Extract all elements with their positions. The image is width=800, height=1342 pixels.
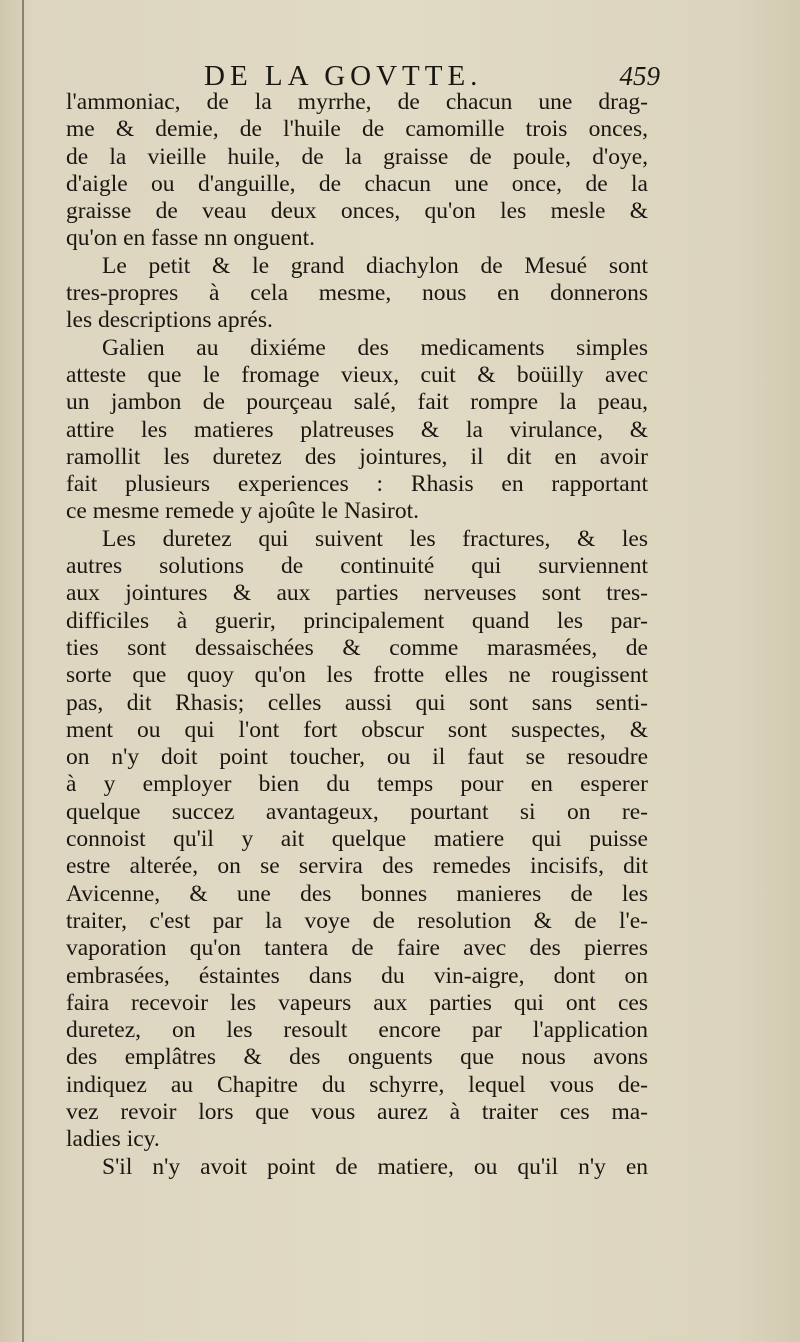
text-line: on n'y doit point toucher, ou il faut se resoudre bbox=[66, 744, 648, 771]
text-line: attire les matieres platreuses & la virulance, & bbox=[66, 416, 648, 443]
text-line: difficiles à guerir, principalement quand les par- bbox=[66, 607, 648, 634]
running-title: DE LA GOVTTE. bbox=[204, 60, 483, 92]
text-line: qu'on en fasse nn onguent. bbox=[66, 225, 315, 252]
text-line: duretez, on les resoult encore par l'application bbox=[66, 1017, 648, 1044]
text-line: d'aigle ou d'anguille, de chacun une once, de la bbox=[66, 170, 648, 197]
text-line: tres-propres à cela mesme, nous en donnerons bbox=[66, 280, 648, 307]
text-line: faira recevoir les vapeurs aux parties qui ont ces bbox=[66, 989, 648, 1016]
text-line: de la vieille huile, de la graisse de poule, d'oye, bbox=[66, 143, 648, 170]
text-line: des emplâtres & des onguents que nous avons bbox=[66, 1044, 648, 1071]
text-line: embrasées, éstaintes dans du vin-aigre, dont on bbox=[66, 962, 648, 989]
text-line: S'il n'y avoit point de matiere, ou qu'il n'y en bbox=[102, 1153, 648, 1180]
text-line: fait plusieurs experiences : Rhasis en rapportant bbox=[66, 471, 648, 498]
text-line: ramollit les duretez des jointures, il dit en avoir bbox=[66, 443, 648, 470]
text-line: aux jointures & aux parties nerveuses sont tres- bbox=[66, 580, 648, 607]
text-line: graisse de veau deux onces, qu'on les mesle & bbox=[66, 198, 648, 225]
text-line: vaporation qu'on tantera de faire avec des pierres bbox=[66, 935, 648, 962]
page-number: 459 bbox=[619, 61, 660, 91]
text-line: l'ammoniac, de la myrrhe, de chacun une drag- bbox=[66, 89, 648, 115]
text-line: ce mesme remede y ajoûte le Nasirot. bbox=[66, 498, 420, 525]
text-line: me & demie, de l'huile de camomille trois onces, bbox=[66, 116, 648, 143]
text-line: Le petit & le grand diachylon de Mesué sont bbox=[102, 252, 648, 279]
text-line: estre alterée, on se servira des remedes incisifs, dit bbox=[66, 853, 648, 880]
text-line: ment ou qui l'ont fort obscur sont suspectes, & bbox=[66, 716, 648, 743]
text-line: Galien au dixiéme des medicaments simples bbox=[102, 334, 648, 361]
text-line: les descriptions aprés. bbox=[66, 307, 273, 334]
text-line: pas, dit Rhasis; celles aussi qui sont sans senti- bbox=[66, 689, 648, 716]
text-line: Avicenne, & une des bonnes manieres de les bbox=[66, 880, 648, 907]
text-line: atteste que le fromage vieux, cuit & boüilly avec bbox=[66, 361, 648, 388]
text-line: quelque succez avantageux, pourtant si on re- bbox=[66, 798, 648, 825]
text-line: à y employer bien du temps pour en esperer bbox=[66, 771, 648, 798]
text-line: connoist qu'il y ait quelque matiere qui puisse bbox=[66, 826, 648, 853]
page-edge-shadow bbox=[22, 0, 24, 1342]
text-line: indiquez au Chapitre du schyrre, lequel vous de- bbox=[66, 1071, 648, 1098]
text-line: ladies icy. bbox=[66, 1126, 160, 1153]
text-line: traiter, c'est par la voye de resolution & de l'e- bbox=[66, 907, 648, 934]
text-line: vez revoir lors que vous aurez à traiter ces ma- bbox=[66, 1098, 648, 1125]
text-line: Les duretez qui suivent les fractures, & les bbox=[102, 525, 648, 552]
text-line: autres solutions de continuité qui surviennent bbox=[66, 553, 648, 580]
text-line: un jambon de pourçeau salé, fait rompre la peau, bbox=[66, 389, 648, 416]
text-line: sorte que quoy qu'on les frotte elles ne rougissent bbox=[66, 662, 648, 689]
body-text bbox=[66, 89, 648, 1181]
text-line: ties sont dessaischées & comme marasmées, de bbox=[66, 634, 648, 661]
